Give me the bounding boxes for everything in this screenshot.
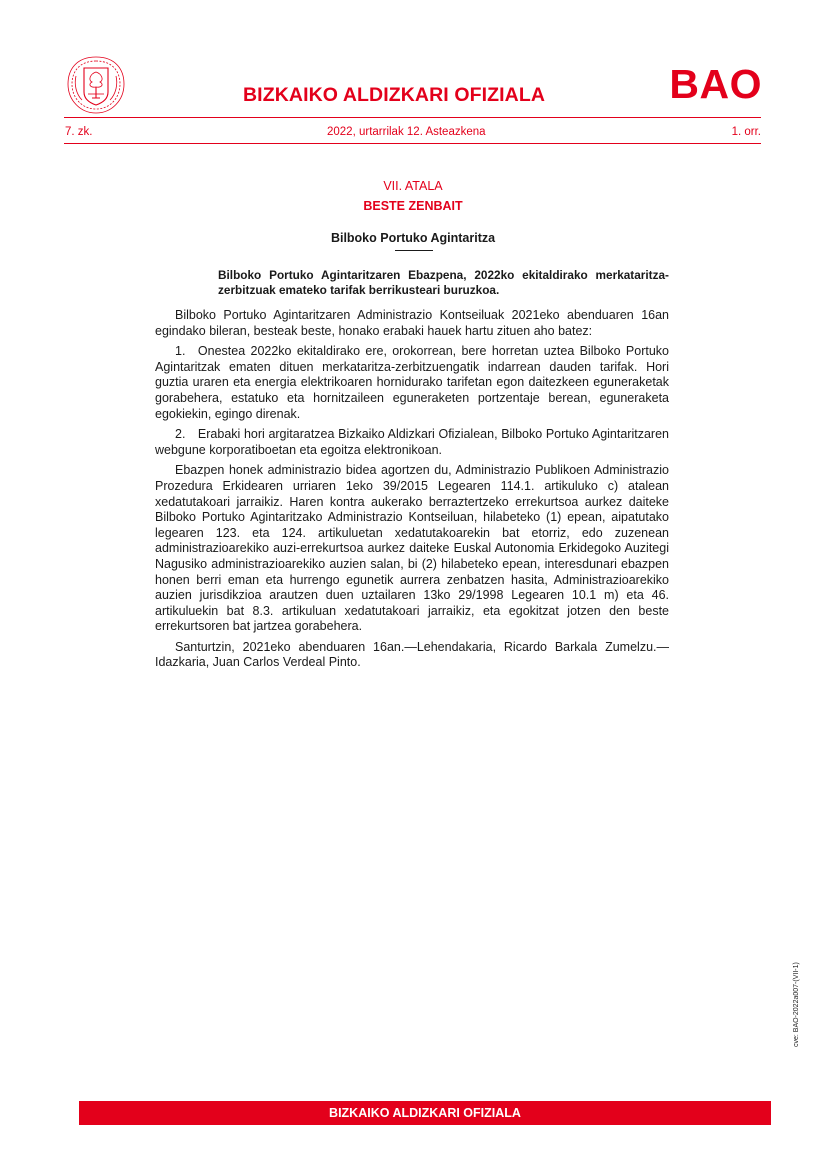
footer-banner: BIZKAIKO ALDIZKARI OFIZIALA [79, 1101, 771, 1125]
page-number: 1. orr. [731, 126, 761, 138]
organization-divider [395, 250, 433, 251]
paragraph-signature: Santurtzin, 2021eko abenduaren 16an.—Lehendakaria, Ricardo Barkala Zumelzu.—Idazkaria, Juan Carlos Verdeal Pinto. [155, 639, 669, 670]
issue-number: 7. zk. [65, 126, 93, 138]
section-number: VII. ATALA [383, 179, 443, 193]
paragraph-item-2: 2. Erabaki hori argitaratzea Bizkaiko Aldizkari Ofizialean, Bilboko Portuko Agintaritzaren webgune korporatiboetan eta egoitza elektronikoan. [155, 427, 669, 457]
document-title: Bilboko Portuko Agintaritzaren Ebazpena, 2022ko ekitaldirako merkataritza-zerbitzuak emateko tarifak berrikusteari buruzkoa. [218, 268, 669, 297]
paragraph-appeal: Ebazpen honek administrazio bidea agortzen du, Administrazio Publikoen Administrazio Prozedura Erkidearen urriaren 1eko 39/2015 Legearen 114.1. artikuluko c) atalean xedatutakoari jarraikiz. Haren kontra aukerako berraztertzeko errekurtsoa aurkez daiteke Bilboko Portuko Agintaritzako Administrazio Kontseiluan, hilabeteko (1) epean, aipatutako legearen 123. eta 124. artikuluetan xedatutakoarekin bat etorriz, edo zuzenean administrazioarekiko auzi-errekurtsoa aurkez daiteke Euskal Autonomia Erkidegoko Auzitegi Nagusiko administrazioarekiko auzien salan, bi (2) hilabeteko epean, interesdunari ebazpen honen berri eman eta hurrengo egunetik aurrera zenbatzen hasita, Administrazioarekiko auzien jurisdikzioa arautzen duen uztailaren 13ko 29/1998 Legearen 10.1 m) eta 46. artikuluekin bat 8.3. artikuluan xedatutakoari jarraikiz, eta egokitzat jotzen den beste errekurtsoren bat jartzea gorabehera. [155, 463, 669, 634]
header-rule-bottom [64, 143, 761, 144]
paragraph-intro: Bilboko Portuko Agintaritzaren Administrazio Kontseiluak 2021eko abenduaren 16an egindako bileran, besteak beste, honako erabaki hauek hartu zituen aho batez: [155, 308, 669, 338]
issue-date: 2022, urtarrilak 12. Asteazkena [327, 126, 486, 138]
cve-code: cve: BAO-2022a007-(VII-1) [793, 962, 800, 1047]
bizkaia-seal-icon [64, 54, 128, 116]
document-body [155, 308, 669, 676]
organization-name: Bilboko Portuko Agintaritza [330, 231, 496, 245]
bao-logo: BAO [669, 61, 762, 107]
paragraph-item-1: 1. Onestea 2022ko ekitaldirako ere, orokorrean, bere horretan uztea Bilboko Portuko Agintaritzak ematen dituen merkataritza-zerbitzuengatik indarrean dauden tarifak. Hori guztia uraren eta energia elektrikoaren hornidurako tarifetan egon daitezkeen eguneraketak gorabehera, estatuko eta hornitzaileen eguneraketen portzentaje berean, eguneraketa egokiekin, egingo direnak. [155, 344, 669, 421]
header-rule-top [64, 117, 761, 118]
publication-title: BIZKAIKO ALDIZKARI OFIZIALA [243, 84, 546, 106]
section-name: BESTE ZENBAIT [363, 199, 463, 213]
